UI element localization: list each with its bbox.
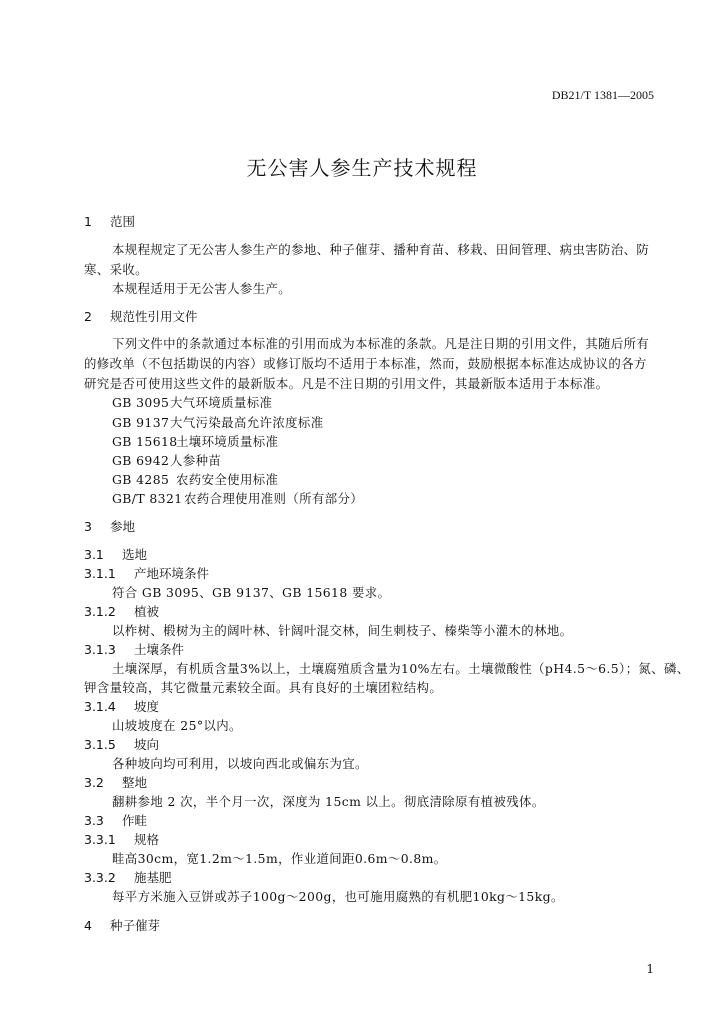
reference-title: 大气污染最高允许浓度标准 [170, 415, 324, 430]
subsection-3-1-3-heading [84, 640, 184, 658]
paragraph-line: 研究是否可使用这些文件的最新版本。凡是不注日期的引用文件，其最新版本适用于本标准。 [84, 376, 609, 391]
document-title: 无公害人参生产技术规程 [246, 156, 478, 180]
section-title: 种子催芽 [109, 918, 160, 933]
subsection-title: 规格 [133, 832, 159, 847]
reference-code: GB 6942 [112, 453, 170, 468]
subsection-number: 3.1.1 [84, 566, 116, 581]
section-number: 1 [84, 214, 92, 229]
paragraph-line: 翻耕参地 2 次，半个月一次，深度为 15cm 以上。彻底清除原有植被残体。 [112, 794, 545, 809]
subsection-number: 3.1.4 [84, 699, 116, 714]
reference-code: GB 4285 [112, 472, 170, 487]
paragraph-line: 下列文件中的条款通过本标准的引用而成为本标准的条款。凡是注日期的引用文件，其随后所有 [112, 336, 650, 351]
subsection-title: 作畦 [121, 813, 147, 828]
reference-item [112, 451, 221, 469]
reference-item [112, 393, 272, 411]
reference-item [112, 489, 363, 507]
paragraph-line: 本规程规定了无公害人参生产的参地、种子催芽、播种育苗、移栽、田间管理、病虫害防治、防 [112, 242, 650, 257]
subsection-3-3-heading [84, 811, 147, 829]
page-number: 1 [646, 962, 654, 976]
paragraph-line: 畦高30cm，宽1.2m～1.5m，作业道间距0.6m～0.8m。 [112, 851, 447, 866]
section-1-heading [84, 212, 135, 230]
subsection-title: 选地 [121, 547, 147, 562]
subsection-title: 施基肥 [133, 870, 172, 885]
paragraph-line: 的修改单（不包括勘误的内容）或修订版均不适用于本标准，然而，鼓励根据本标准达成协议的各方 [84, 356, 647, 371]
reference-code: GB 3095 [112, 395, 170, 410]
section-number: 2 [84, 309, 92, 324]
subsection-3-1-4-heading [84, 697, 159, 715]
paragraph-line: 钾含量较高，其它微量元素较全面。具有良好的土壤团粒结构。 [84, 680, 443, 695]
section-2-heading [84, 307, 198, 325]
reference-code: GB 15618 [112, 434, 178, 449]
subsection-number: 3.1 [84, 547, 104, 562]
subsection-title: 坡向 [133, 737, 159, 752]
reference-item [112, 432, 278, 450]
reference-title: 农药安全使用标准 [176, 472, 279, 487]
paragraph-line: 每平方米施入豆饼或苏子100g～200g，也可施用腐熟的有机肥10kg～15kg。 [112, 889, 564, 904]
subsection-3-3-1-heading [84, 830, 159, 848]
subsection-number: 3.2 [84, 775, 104, 790]
subsection-number: 3.3.2 [84, 870, 116, 885]
subsection-title: 产地环境条件 [133, 566, 209, 581]
subsection-number: 3.1.5 [84, 737, 116, 752]
subsection-number: 3.1.3 [84, 642, 116, 657]
paragraph-line: 符合 GB 3095、GB 9137、GB 15618 要求。 [112, 585, 391, 600]
subsection-title: 植被 [133, 604, 159, 619]
section-number: 4 [84, 918, 92, 933]
reference-code: GB/T 8321 [112, 491, 183, 506]
section-title: 参地 [109, 519, 135, 534]
subsection-3-1-1-heading [84, 564, 209, 582]
reference-title: 农药合理使用准则（所有部分） [184, 491, 364, 506]
standard-number: DB21/T 1381—2005 [551, 88, 654, 102]
reference-title: 大气环境质量标准 [170, 395, 273, 410]
subsection-number: 3.1.2 [84, 604, 116, 619]
reference-item [112, 470, 278, 488]
paragraph-line: 以柞树、椴树为主的阔叶林、针阔叶混交林，间生刺枝子、榛柴等小灌木的林地。 [112, 623, 573, 638]
subsection-3-3-2-heading [84, 868, 172, 886]
section-title: 规范性引用文件 [109, 309, 198, 324]
section-4-heading [84, 916, 160, 934]
paragraph-line: 山坡坡度在 25°以内。 [112, 718, 242, 733]
section-number: 3 [84, 519, 92, 534]
paragraph-line: 土壤深厚，有机质含量3%以上，土壤腐殖质含量为10%左右。土壤微酸性（pH4.5～6.5）；氮、磷、 [112, 661, 690, 676]
reference-item [112, 413, 324, 431]
section-3-heading [84, 517, 135, 535]
section-title: 范围 [109, 214, 135, 229]
subsection-title: 整地 [121, 775, 147, 790]
subsection-3-1-2-heading [84, 602, 159, 620]
subsection-3-1-5-heading [84, 735, 159, 753]
paragraph-line: 各种坡向均可利用，以坡向西北或偏东为宜。 [112, 756, 368, 771]
subsection-title: 土壤条件 [133, 642, 184, 657]
reference-code: GB 9137 [112, 415, 170, 430]
subsection-number: 3.3.1 [84, 832, 116, 847]
paragraph-line: 寒、采收。 [84, 262, 148, 277]
reference-title: 土壤环境质量标准 [176, 434, 279, 449]
subsection-3-2-heading [84, 773, 147, 791]
subsection-number: 3.3 [84, 813, 104, 828]
subsection-3-1-heading [84, 545, 147, 563]
paragraph-line: 本规程适用于无公害人参生产。 [112, 281, 292, 296]
subsection-title: 坡度 [133, 699, 159, 714]
reference-title: 人参种苗 [170, 453, 222, 468]
